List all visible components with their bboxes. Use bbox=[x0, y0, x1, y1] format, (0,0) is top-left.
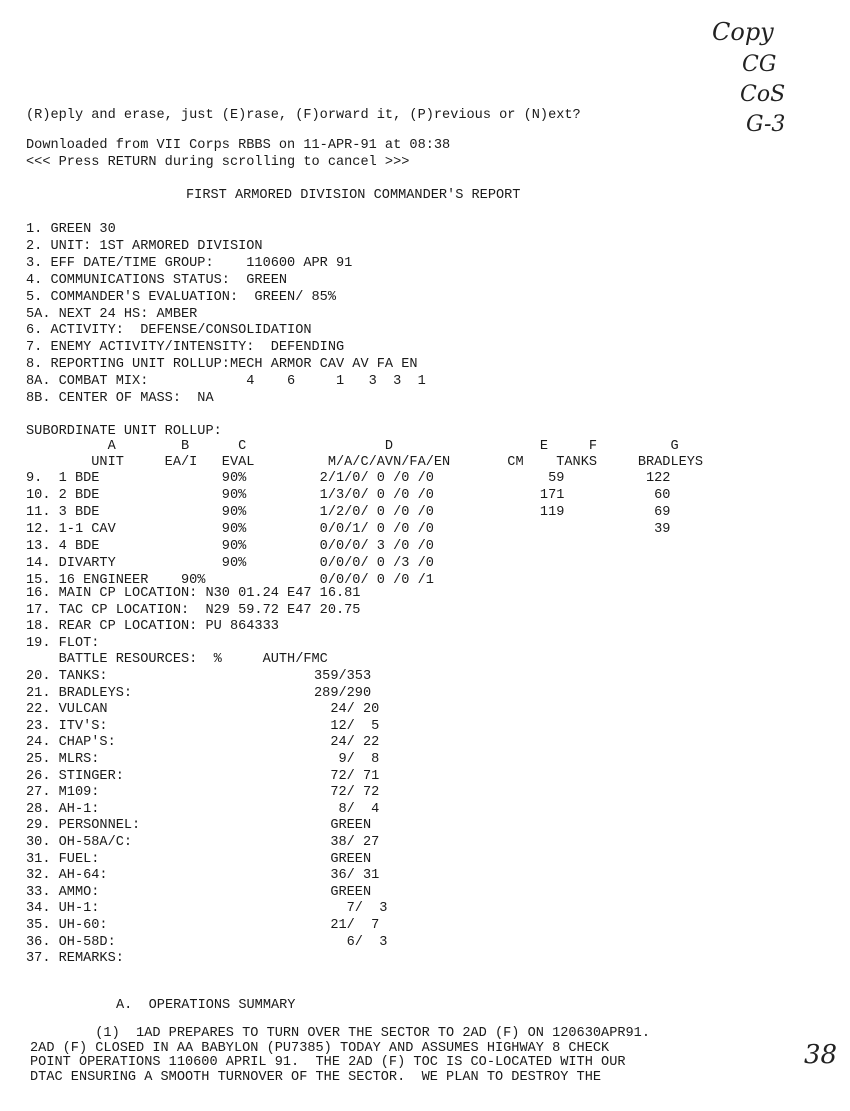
resource-value: 72/ 72 bbox=[314, 785, 380, 801]
resource-label: 30. OH-58A/C: bbox=[26, 835, 133, 850]
handwritten-cg: CG bbox=[742, 52, 777, 77]
resource-label: 32. AH-64: bbox=[26, 868, 108, 884]
resource-value: 38/ 27 bbox=[314, 835, 380, 850]
report-item: 1. GREEN 30 bbox=[26, 222, 116, 237]
report-item: BATTLE RESOURCES: % AUTH/FMC bbox=[26, 652, 328, 667]
report-item: 19. FLOT: bbox=[26, 635, 100, 651]
press-return-line: <<< Press RETURN during scrolling to cancel >>> bbox=[26, 155, 410, 170]
resource-label: 35. UH-60: bbox=[26, 918, 108, 933]
remarks-line: 2AD (F) CLOSED IN AA BABYLON (PU7385) TODAY AND ASSUMES HIGHWAY 8 CHECK bbox=[30, 1040, 610, 1056]
resource-label: 34. UH-1: bbox=[26, 901, 100, 917]
resource-value: 12/ 5 bbox=[314, 718, 380, 734]
resource-value: 359/353 bbox=[314, 669, 372, 684]
resource-label: 37. REMARKS: bbox=[26, 951, 124, 967]
report-item: 5. COMMANDER'S EVALUATION: GREEN/ 85% bbox=[26, 289, 336, 305]
reply-prompt: (R)eply and erase, just (E)rase, (F)orward it, (P)revious or (N)ext? bbox=[26, 108, 581, 123]
report-item: 2. UNIT: 1ST ARMORED DIVISION bbox=[26, 238, 263, 254]
handwritten-g3: G-3 bbox=[746, 112, 786, 137]
operations-summary-heading: A. OPERATIONS SUMMARY bbox=[116, 998, 296, 1013]
resource-value: 289/290 bbox=[314, 685, 372, 701]
report-item: 16. MAIN CP LOCATION: N30 01.24 E47 16.81 bbox=[26, 586, 361, 601]
resource-label: 29. PERSONNEL: bbox=[26, 818, 141, 834]
resource-value: 24/ 20 bbox=[314, 702, 380, 718]
rollup-row: 12. 1-1 CAV 90% 0/0/1/ 0 /0 /0 39 bbox=[26, 522, 671, 537]
resource-value: 8/ 4 bbox=[314, 801, 380, 817]
remarks-line: DTAC ENSURING A SMOOTH TURNOVER OF THE SECTOR. WE PLAN TO DESTROY THE bbox=[30, 1069, 602, 1085]
resource-label: 26. STINGER: bbox=[26, 768, 124, 784]
rollup-row: 9. 1 BDE 90% 2/1/0/ 0 /0 /0 59 122 bbox=[26, 471, 671, 486]
resource-label: 24. CHAP'S: bbox=[26, 735, 116, 751]
rollup-row: 10. 2 BDE 90% 1/3/0/ 0 /0 /0 171 60 bbox=[26, 488, 671, 503]
handwritten-cos: CoS bbox=[740, 82, 786, 107]
rollup-row: 15. 16 ENGINEER 90% 0/0/0/ 0 /0 /1 bbox=[26, 573, 434, 588]
report-item: 5A. NEXT 24 HS: AMBER bbox=[26, 306, 198, 322]
rollup-col-headers: UNIT EA/I EVAL M/A/C/AVN/FA/EN CM TANKS BRADLEYS bbox=[26, 455, 704, 470]
rollup-row: 13. 4 BDE 90% 0/0/0/ 3 /0 /0 bbox=[26, 539, 434, 554]
resource-value: GREEN bbox=[314, 884, 372, 900]
resource-label: 22. VULCAN bbox=[26, 702, 108, 718]
handwritten-copy: Copy bbox=[712, 18, 774, 46]
resource-label: 31. FUEL: bbox=[26, 851, 100, 867]
resource-value: 21/ 7 bbox=[314, 918, 380, 933]
resource-value: 9/ 8 bbox=[314, 752, 380, 767]
report-item: 7. ENEMY ACTIVITY/INTENSITY: DEFENDING bbox=[26, 340, 345, 356]
resource-value: GREEN bbox=[314, 818, 372, 834]
resource-value: 36/ 31 bbox=[314, 868, 380, 884]
resource-label: 27. M109: bbox=[26, 785, 100, 801]
resource-label: 28. AH-1: bbox=[26, 801, 100, 817]
report-title: FIRST ARMORED DIVISION COMMANDER'S REPORT bbox=[186, 188, 521, 203]
report-item: 3. EFF DATE/TIME GROUP: 110600 APR 91 bbox=[26, 255, 353, 271]
resource-value: GREEN bbox=[314, 851, 372, 867]
resource-label: 20. TANKS: bbox=[26, 669, 108, 684]
resource-label: 23. ITV'S: bbox=[26, 718, 108, 734]
rollup-row: 14. DIVARTY 90% 0/0/0/ 0 /3 /0 bbox=[26, 556, 434, 571]
remarks-line: POINT OPERATIONS 110600 APRIL 91. THE 2AD (F) TOC IS CO-LOCATED WITH OUR bbox=[30, 1055, 626, 1070]
rollup-row: 11. 3 BDE 90% 1/2/0/ 0 /0 /0 119 69 bbox=[26, 505, 671, 520]
report-item: 8A. COMBAT MIX: 4 6 1 3 3 1 bbox=[26, 374, 426, 390]
report-item: 8. REPORTING UNIT ROLLUP:MECH ARMOR CAV AV FA EN bbox=[26, 357, 418, 373]
resource-label: 36. OH-58D: bbox=[26, 934, 116, 950]
resource-value: 7/ 3 bbox=[314, 901, 388, 917]
rollup-title: SUBORDINATE UNIT ROLLUP: bbox=[26, 424, 222, 439]
resource-value: 72/ 71 bbox=[314, 768, 380, 784]
report-item: 6. ACTIVITY: DEFENSE/CONSOLIDATION bbox=[26, 323, 312, 339]
resource-value: 6/ 3 bbox=[314, 934, 388, 950]
download-line: Downloaded from VII Corps RBBS on 11-APR-91 at 08:38 bbox=[26, 138, 451, 153]
remarks-line: (1) 1AD PREPARES TO TURN OVER THE SECTOR TO 2AD (F) ON 120630APR91. bbox=[30, 1026, 650, 1041]
report-item: 18. REAR CP LOCATION: PU 864333 bbox=[26, 619, 279, 634]
page-number: 38 bbox=[804, 1040, 838, 1070]
resource-value: 24/ 22 bbox=[314, 735, 380, 751]
report-item: 8B. CENTER OF MASS: NA bbox=[26, 391, 214, 406]
report-item: 17. TAC CP LOCATION: N29 59.72 E47 20.75 bbox=[26, 602, 361, 618]
resource-label: 21. BRADLEYS: bbox=[26, 685, 133, 701]
resource-label: 25. MLRS: bbox=[26, 752, 100, 767]
resource-label: 33. AMMO: bbox=[26, 884, 100, 900]
rollup-col-letters: A B C D E F G bbox=[26, 439, 679, 454]
report-item: 4. COMMUNICATIONS STATUS: GREEN bbox=[26, 272, 288, 288]
